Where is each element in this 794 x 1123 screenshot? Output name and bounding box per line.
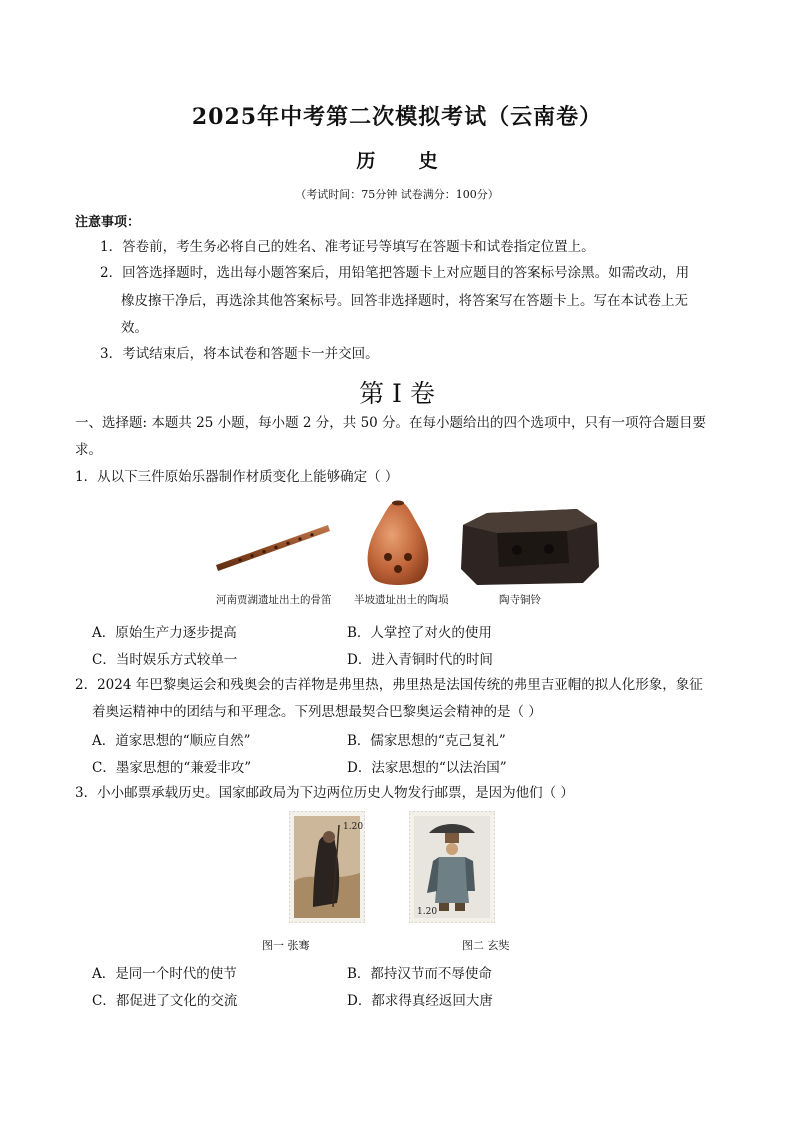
image-caption: 陶寺铜铃 [499, 594, 541, 606]
stamp-xuanzang-image [409, 811, 495, 923]
q2-option-b: B．儒家思想的“克己复礼” [347, 733, 506, 749]
q3-option-d: D．都求得真经返回大唐 [347, 993, 493, 1009]
stamp-zhang-qian-image [289, 811, 365, 923]
note-item: 3．考试结束后，将本试卷和答题卡一并交回。 [100, 346, 379, 362]
q1-option-d: D．进入青铜时代的时间 [347, 652, 493, 668]
bronze-bell-image [457, 505, 602, 587]
image-caption: 河南贾湖遗址出土的骨笛 [216, 594, 332, 606]
q3-option-c: C．都促进了文化的交流 [92, 993, 238, 1009]
notes-title: 注意事项： [75, 215, 141, 230]
q2-option-d: D．法家思想的“以法治国” [347, 760, 507, 776]
pottery-xun-image [362, 497, 434, 589]
q1-option-b: B．人掌控了对火的使用 [347, 625, 492, 641]
note-item: 橡皮擦干净后，再选涂其他答案标号。回答非选择题时，将答案写在答题卡上。写在本试卷上无 [121, 293, 688, 309]
stamp-value: 1.20 [343, 822, 364, 832]
stamp-value: 1.20 [417, 907, 438, 917]
q2-stem: 着奥运精神中的团结与和平理念。下列思想最契合巴黎奥运会精神的是（ ） [92, 704, 542, 720]
q1-stem: 1．从以下三件原始乐器制作材质变化上能够确定（ ） [75, 469, 399, 485]
note-item: 2．回答选择题时，选出每小题答案后，用铅笔把答题卡上对应题目的答案标号涂黑。如需改动，用 [100, 265, 690, 281]
note-item: 1．答卷前，考生务必将自己的姓名、准考证号等填写在答题卡和试卷指定位置上。 [100, 239, 595, 255]
time-info: （考试时间：75分钟 试卷满分：100分） [295, 188, 499, 201]
q3-option-b: B．都持汉节而不辱使命 [347, 966, 492, 982]
image-caption: 半坡遗址出土的陶埙 [354, 594, 449, 606]
volume-heading: 第 I 卷 [359, 379, 435, 408]
q2-option-c: C．墨家思想的“兼爱非攻” [92, 760, 252, 776]
q2-option-a: A．道家思想的“顺应自然” [92, 733, 251, 749]
subject-char: 史 [418, 150, 438, 172]
q3-option-a: A．是同一个时代的使节 [92, 966, 237, 982]
stamp-caption: 图一 张骞 [262, 939, 310, 952]
q1-option-c: C．当时娱乐方式较单一 [92, 652, 238, 668]
q3-stem: 3．小小邮票承载历史。国家邮政局为下边两位历史人物发行邮票，是因为他们（ ） [75, 785, 574, 801]
section-instruction: 求。 [75, 442, 102, 458]
q1-option-a: A．原始生产力逐步提高 [92, 625, 237, 641]
stamp-caption: 图二 玄奘 [462, 939, 510, 952]
note-item: 效。 [121, 320, 148, 336]
subject-char: 历 [356, 150, 376, 172]
section-instruction: 一、选择题: 本题共 25 小题，每小题 2 分，共 50 分。在每小题给出的四个选项中，只有一项符合题目要 [75, 415, 707, 431]
exam-title: 2025年中考第二次模拟考试（云南卷） [191, 104, 603, 130]
q2-stem: 2．2024 年巴黎奥运会和残奥会的吉祥物是弗里热，弗里热是法国传统的弗里吉亚帽的拟人化形象，象征 [75, 677, 703, 693]
bone-flute-image [212, 515, 332, 575]
subject-title [0, 146, 794, 173]
